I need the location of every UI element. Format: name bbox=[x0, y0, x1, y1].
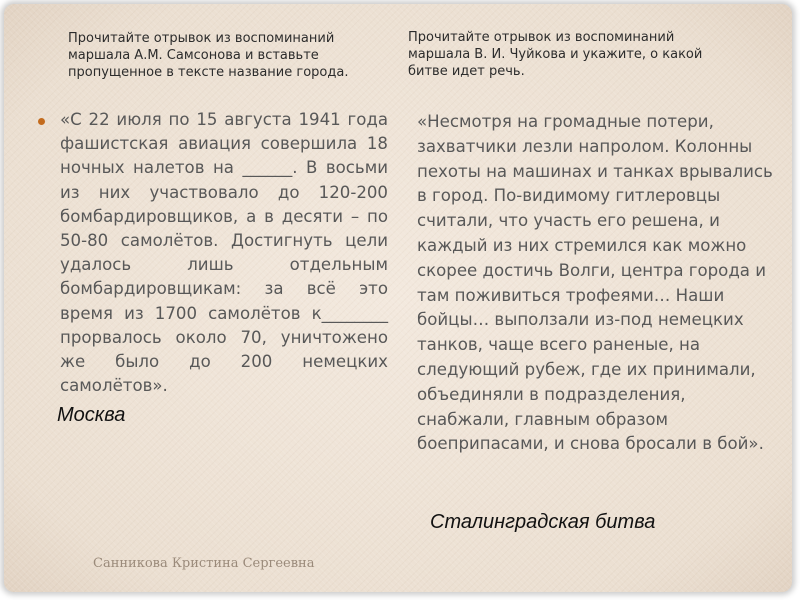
right-answer: Сталинградская битва bbox=[430, 511, 656, 533]
samsonov-quote: «С 22 июля по 15 августа 1941 года фашистская авиация совершила 18 ночных налетов на ______. В восьми из них участвовало до 120-200 бомбардировщиков, а в десяти – по 50-80 самолётов. Достигнуть цели удалось лишь отдельным бомбардировщикам: за всё это время из 1700 самолётов к________ прорвалось около 70, уничтожено же было до 200 немецких самолётов». bbox=[60, 110, 388, 396]
left-instruction: Прочитайте отрывок из воспоминаний маршала А.М. Самсонова и вставьте пропущенное в тексте название города. bbox=[68, 31, 349, 80]
author-name: Санникова Кристина Сергеевна bbox=[93, 556, 315, 571]
bullet-icon bbox=[38, 118, 45, 125]
chuikov-quote: «Несмотря на громадные потери, захватчики лезли напролом. Колонны пехоты на машинах и танках врывались в город. По-видимому гитлеровцы считали, что участь его решена, и каждый из них стремился как можно скорее достичь Волги, центра города и там поживиться трофеями… Наши бойцы… выползали из-под немецких танков, чаще всего раненые, на следующий рубеж, где их принимали, объединяли в подразделения, снабжали, главным образом боеприпасами, и снова бросали в бой». bbox=[417, 112, 773, 454]
right-instruction: Прочитайте отрывок из воспоминаний маршала В. И. Чуйкова и укажите, о какой битве идет речь. bbox=[408, 30, 703, 79]
slide bbox=[4, 4, 792, 592]
left-answer: Москва bbox=[57, 404, 126, 426]
